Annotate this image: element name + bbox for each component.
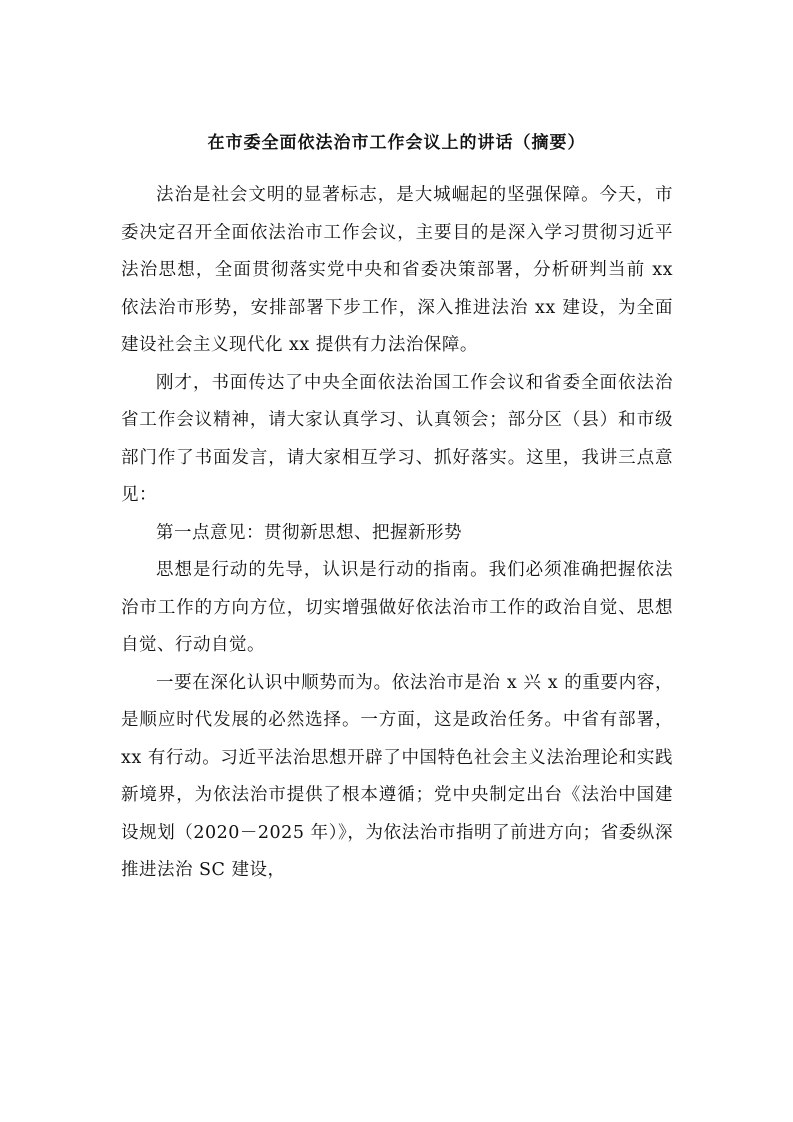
paragraph-thought-guide: 思想是行动的先导，认识是行动的指南。我们必须准确把握依法治市工作的方向方位，切实增强做好依法治市工作的政治自觉、思想自觉、行动自觉。 [121,560,673,655]
document-title: 在市委全面依法治市工作会议上的讲话（摘要） [207,133,586,153]
paragraph-point-one: 一要在深化认识中顺势而为。依法治市是治 x 兴 x 的重要内容，是顺应时代发展的必然选择。一方面，这是政治任务。中省有部署，xx 有行动。习近平法治思想开辟了中国特色社会主义法治理论和实践新境界，为依法治市提供了根本遵循；党中央制定出台《法治中国建设规划（2020－2025 年）》，为依法治市指明了前进方向；省委纵深推进法治 SC 建设， [121,672,673,880]
paragraph-context: 刚才，书面传达了中央全面依法治国工作会议和省委全面依法治省工作会议精神，请大家认真学习、认真领会；部分区（县）和市级部门作了书面发言，请大家相互学习、抓好落实。这里，我讲三点意见： [121,372,673,505]
section-heading-1: 第一点意见：贯彻新思想、把握新形势 [156,522,462,543]
document-body [121,177,673,890]
paragraph-intro: 法治是社会文明的显著标志，是大城崛起的坚强保障。今天，市委决定召开全面依法治市工作会议，主要目的是深入学习贯彻习近平法治思想，全面贯彻落实党中央和省委决策部署，分析研判当前 xx 依法治市形势，安排部署下步工作，深入推进法治 xx 建设，为全面建设社会主义现代化 xx 提供有力法治保障。 [121,185,673,355]
